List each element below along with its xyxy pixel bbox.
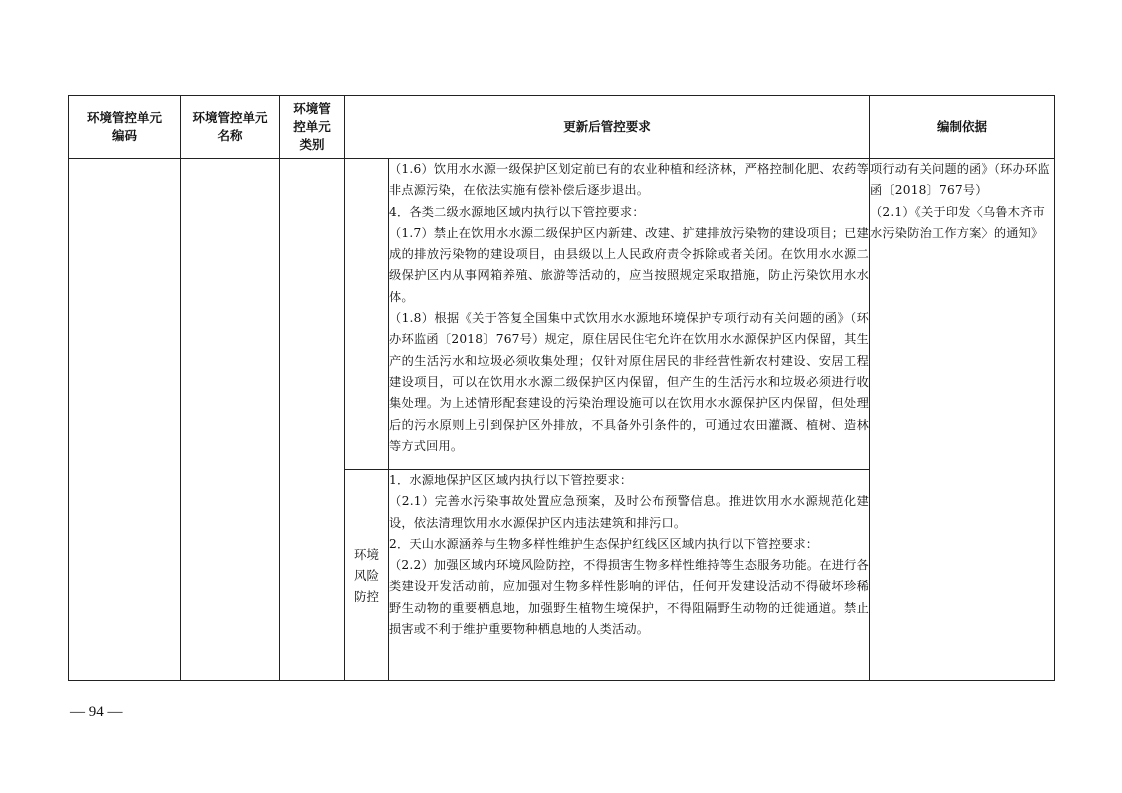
cell-basis — [870, 159, 1055, 681]
page-number: — 94 — — [70, 704, 123, 720]
regulation-table — [68, 95, 1055, 681]
cell-unit-category — [280, 159, 345, 681]
cell-unit-code — [69, 159, 181, 681]
basis-paragraph: （2.1）《关于印发〈乌鲁木齐市水污染防治工作方案〉的通知》 — [870, 204, 1045, 240]
requirement-paragraph: 1．水源地保护区区域内执行以下管控要求： — [389, 473, 633, 487]
requirement-paragraph: （2.2）加强区域内环境风险防控，不得损害生物多样性维持等生态服务功能。在进行各类建设开发活动前，应加强对生物多样性影响的评估，任何开发建设活动不得破坏珍稀野生动物的重要栖息地，加强野生植物生境保护，不得阻隔野生动物的迁徙通道。禁止损害或不利于维护重要物种栖息地的人类活动。 — [389, 558, 870, 637]
requirement-paragraph: （1.6）饮用水水源一级保护区划定前已有的农业种植和经济林，严格控制化肥、农药等非点源污染，在依法实施有偿补偿后逐步退出。 — [389, 162, 870, 198]
header-unit-name: 环境管控单元 名称 — [181, 96, 280, 159]
basis-paragraph: 项行动有关问题的函》（环办环监函〔2018〕767号） — [870, 162, 1050, 198]
cell-subtype-risk: 环境 风险 防控 — [345, 470, 389, 681]
cell-subtype-blank — [345, 159, 389, 470]
requirement-paragraph: 2．天山水源涵养与生物多样性维护生态保护红线区区域内执行以下管控要求： — [389, 536, 819, 551]
cell-requirements-2 — [389, 470, 870, 681]
requirement-paragraph: （1.8）根据《关于答复全国集中式饮用水水源地环境保护专项行动有关问题的函》（环办环监函〔2018〕767号）规定，原住居民住宅允许在饮用水水源保护区内保留，其生产的生活污水和垃圾必须收集处理；仅针对原住居民的非经营性新农村建设、安居工程建设项目，可以在饮用水水源二级保护区内保留，但产生的生活污水和垃圾必须进行收集处理。为上述情形配套建设的污染治理设施可以在饮用水水源保护区内保留，但处理后的污水原则上引到保护区外排放，不具备外引条件的，可通过农田灌溉、植树、造林等方式回用。 — [389, 311, 870, 453]
header-unit-code: 环境管控单元 编码 — [69, 96, 181, 159]
requirement-paragraph: （1.7）禁止在饮用水水源二级保护区内新建、改建、扩建排放污染物的建设项目；已建成的排放污染物的建设项目，由县级以上人民政府责令拆除或者关闭。在饮用水水源二级保护区内从事网箱养殖、旅游等活动的，应当按照规定采取措施，防止污染饮用水水体。 — [389, 225, 870, 304]
header-unit-category: 环境管 控单元 类别 — [280, 96, 345, 159]
cell-requirements-1 — [389, 159, 870, 470]
header-requirements: 更新后管控要求 — [345, 96, 870, 159]
requirement-paragraph: （2.1）完善水污染事故处置应急预案，及时公布预警信息。推进饮用水水源规范化建设，依法清理饮用水水源保护区内违法建筑和排污口。 — [389, 494, 870, 530]
requirement-paragraph: 4．各类二级水源地区域内执行以下管控要求： — [389, 204, 645, 219]
header-basis: 编制依据 — [870, 96, 1055, 159]
cell-unit-name — [181, 159, 280, 681]
